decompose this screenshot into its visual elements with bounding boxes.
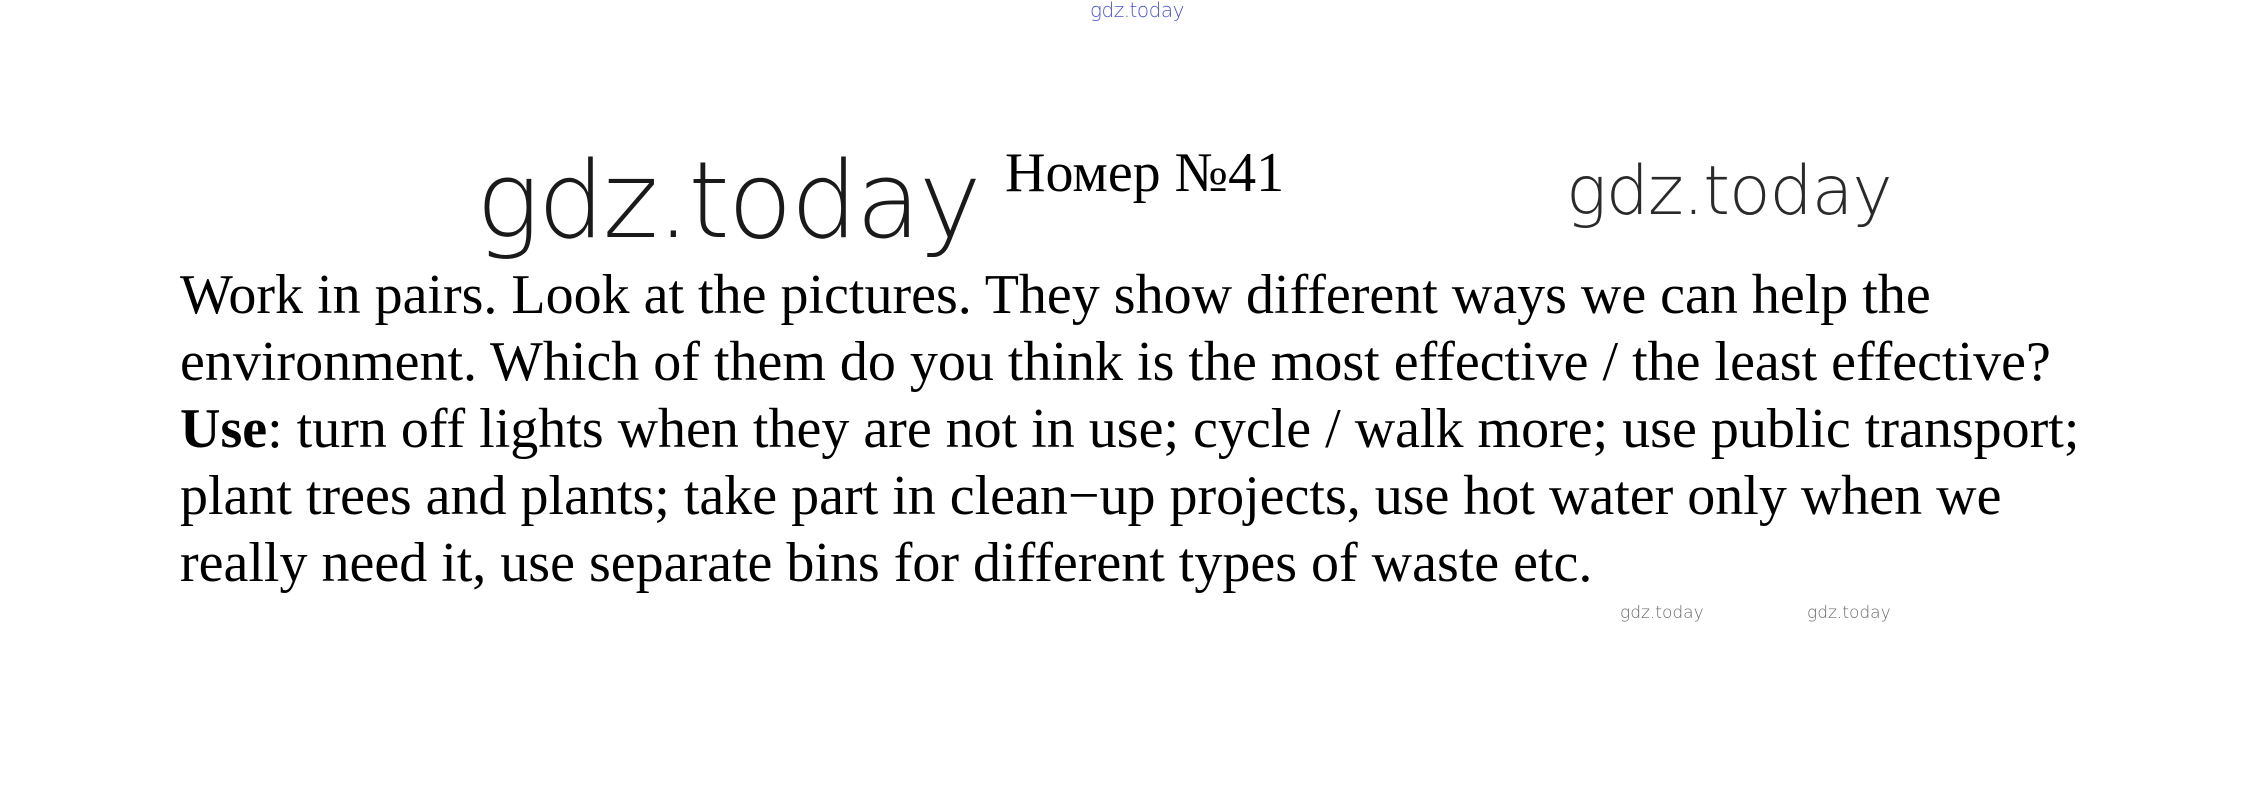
watermark-small-2: gdz.today bbox=[1807, 603, 1891, 623]
task-instruction: Work in pairs. Look at the pictures. They show different ways we can help the environment. Which of them do you think is the most effective / the least effective? bbox=[180, 264, 2051, 393]
watermark-medium: gdz.today bbox=[1566, 152, 1892, 231]
task-content bbox=[180, 262, 2120, 597]
watermark-small-1: gdz.today bbox=[1620, 603, 1704, 623]
task-use-paragraph bbox=[180, 396, 2120, 597]
page-title: Номер №41 bbox=[1005, 142, 1285, 204]
watermark-top: gdz.today bbox=[1090, 0, 1184, 22]
watermark-large: gdz.today bbox=[476, 139, 980, 262]
use-label: Use bbox=[180, 398, 268, 460]
use-text: : turn off lights when they are not in use; cycle / walk more; use public transport; plant trees and plants; take part in clean−up projects, use hot water only when we really need it, use separate bins for different types of waste etc. bbox=[180, 398, 2080, 594]
